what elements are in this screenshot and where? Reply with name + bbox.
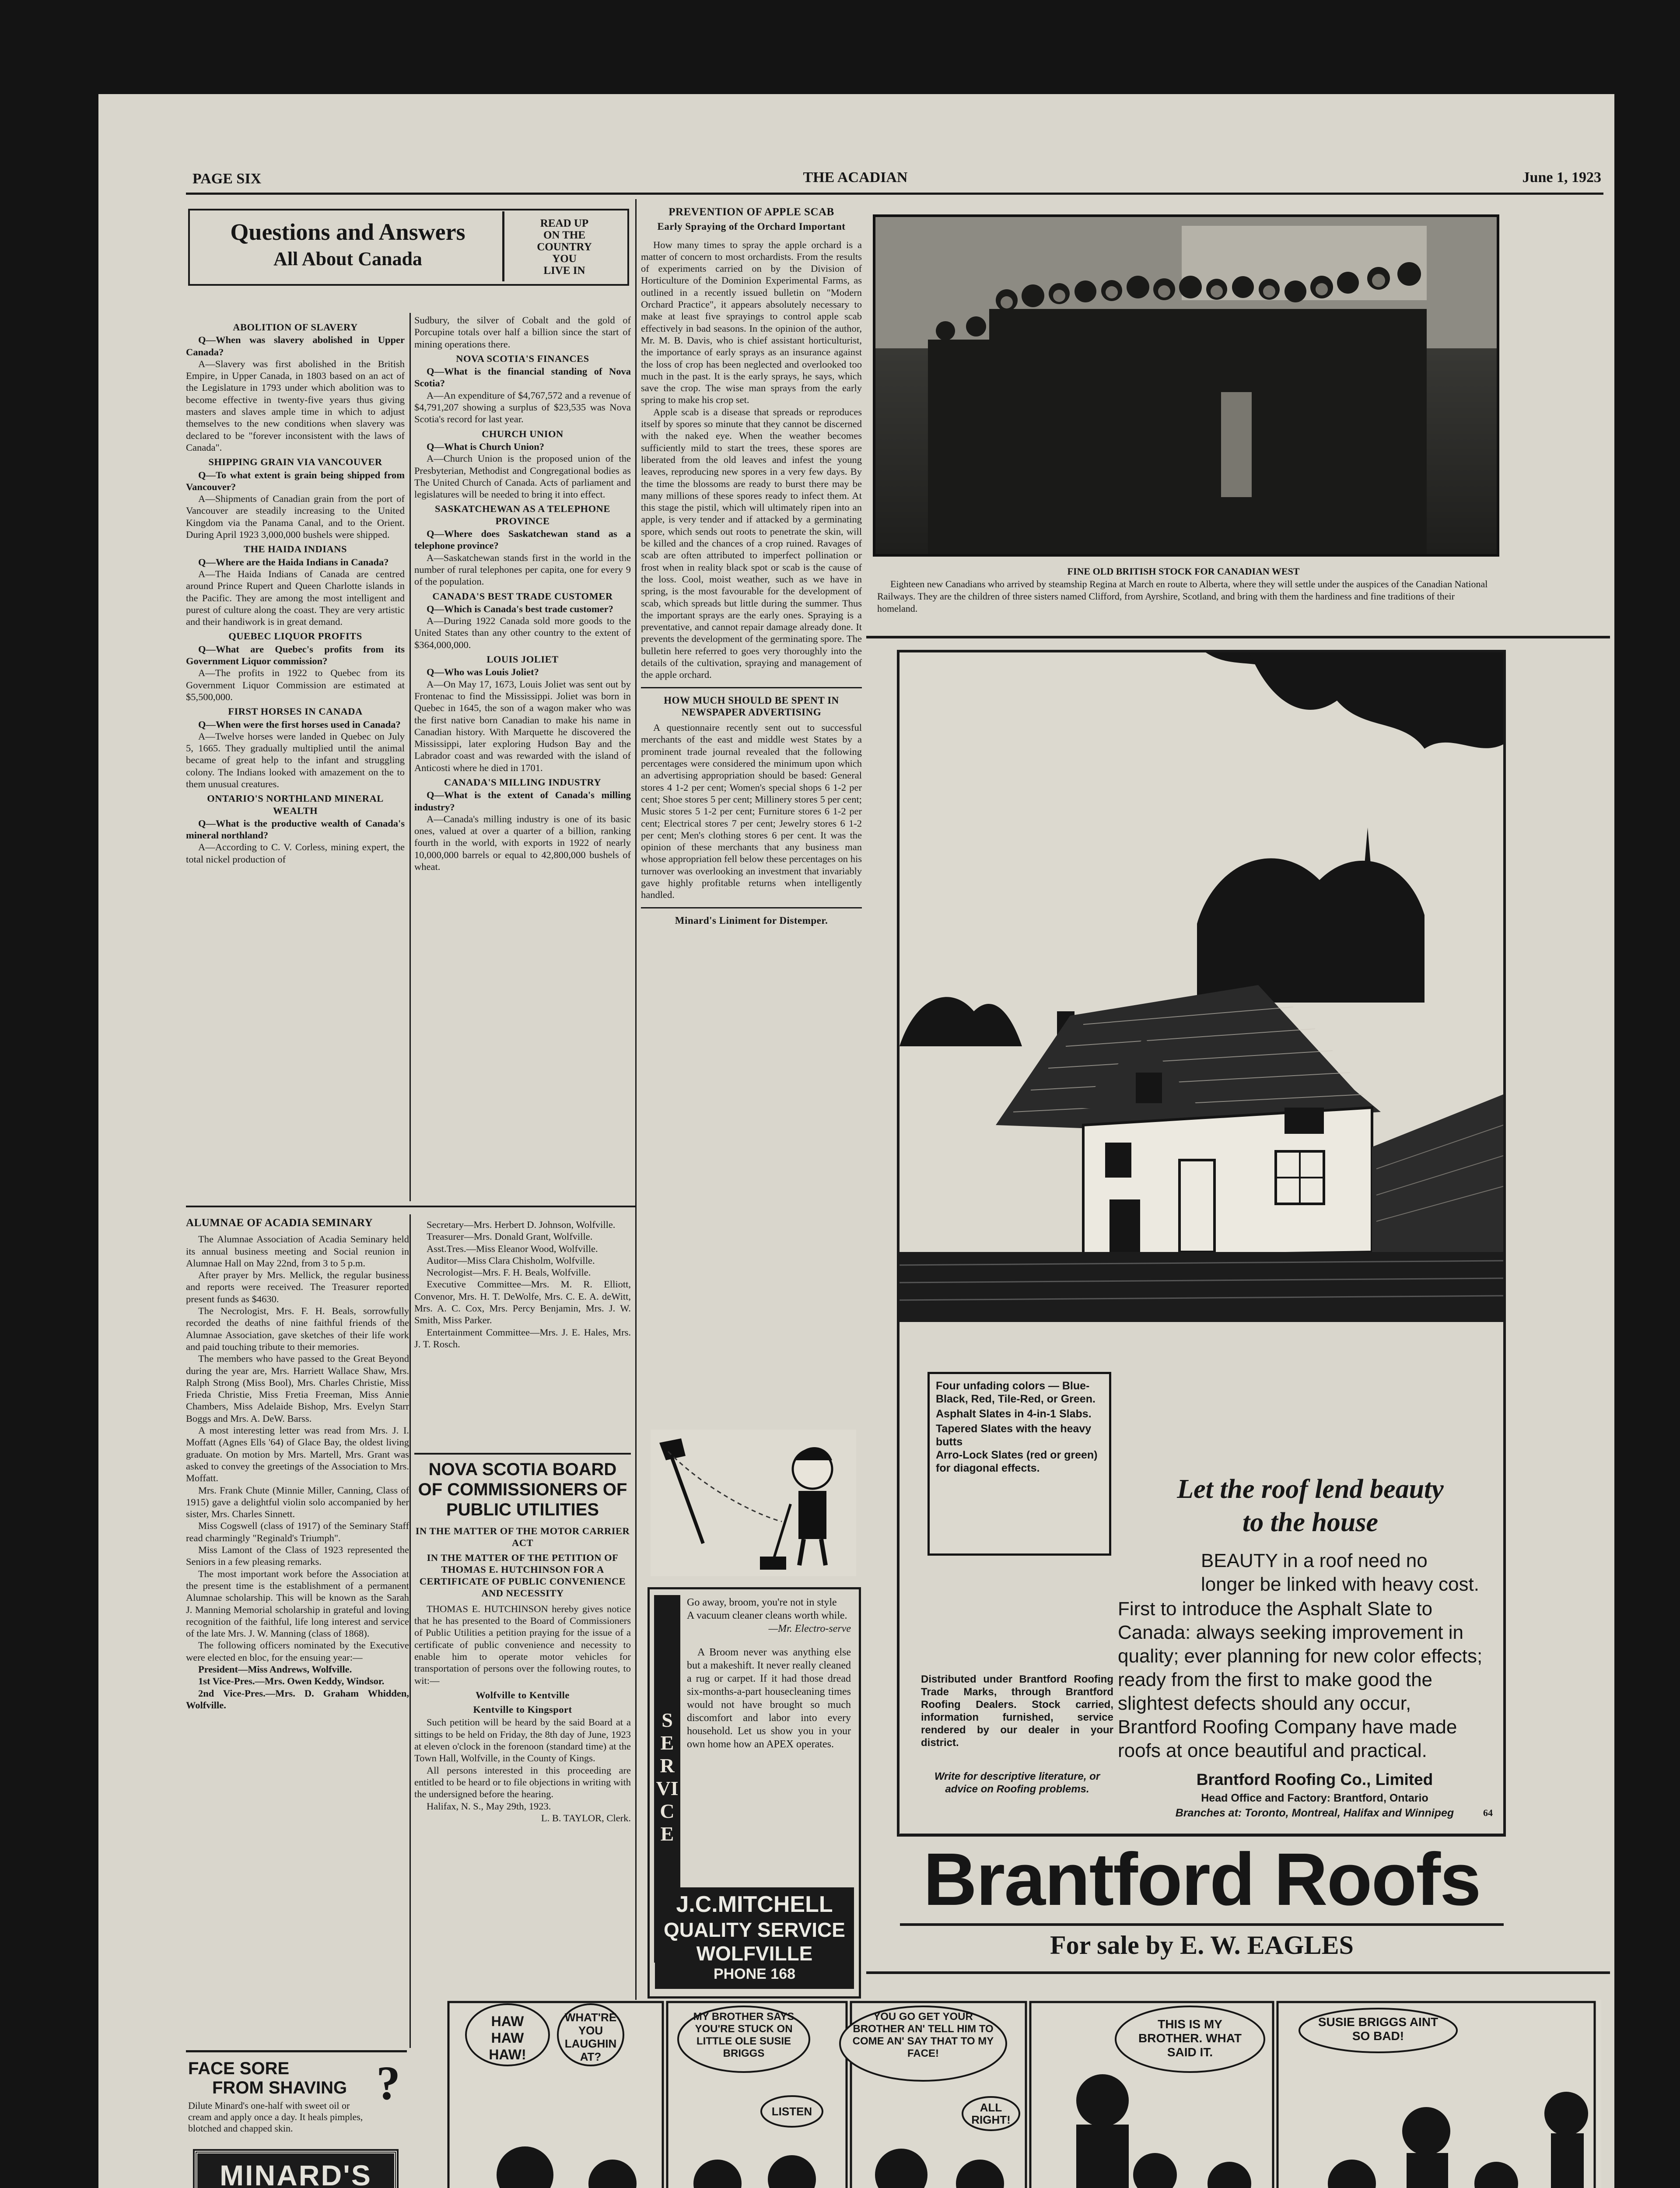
qa-answer: A—Twelve horses were landed in Quebec on July 5, 1665. They gradually multiplied until the animal became of great help to the infant and struggling colony. The Indians looked with amazement on the to them unusual creatures. xyxy=(186,730,405,789)
roof-distributed: Distributed under Brantford Roofing Trade Marks, through Brantford Roofing Dealers. Stock carried, information furnished, service rendered by our dealer in your district. xyxy=(921,1673,1113,1749)
qa-question: Q—What is the extent of Canada's milling industry? xyxy=(414,789,631,813)
section-rule xyxy=(186,2050,407,2052)
colors-item: Four unfading colors — Blue-Black, Red, Tile-Red, or Green. xyxy=(936,1380,1096,1405)
apple-paragraph: How many times to spray the apple orchard is a matter of concern to most orchardists. From the results of experiments carried on by the Division of Horticulture of the Dominion Experimental Farms, as outlined in a recently issued bulletin on "Modern Orchard Practice", it appears absolutely necessary to make at least five sprayings to control apple scab effectively in bad seasons. In the opinion of the author, Mr. M. B. Davis, who is chief assistant horticulturist, the importance of early sprays as an insurance against the loss of crop has been neglected and overlooked too much in the past. It is the early sprays, he says, which save the crop. The wise man sprays from the early spring to make his crop set. xyxy=(641,239,862,406)
qa-answer: A—According to C. V. Corless, mining expert, the total nickel production of xyxy=(186,842,405,865)
roof-write: Write for descriptive literature, or advice on Roofing problems. xyxy=(934,1771,1100,1795)
mitchell-name: J.C.MITCHELL xyxy=(676,1892,833,1917)
nova-scotia-matter: IN THE MATTER OF THE MOTOR CARRIER ACT xyxy=(415,1525,630,1549)
alumnae-officer: Executive Committee—Mrs. M. R. Elliott, Convenor, Mrs. H. T. DeWolfe, Mrs. C. E. A. deWitt, Mrs. A. C. Cox, Mrs. Percy Benjamin, Mrs. J. W. Smith, Miss Parker. xyxy=(414,1279,631,1326)
qa-answer: A—Canada's milling industry is one of its basic ones, valued at over a quarter of a billion, ranking fourth in the world, with exports in 1922 of nearly 10,000,000 barrels or equal to 42,800,000 bushels of wheat. xyxy=(414,813,631,873)
qa-question: Q—What is Church Union? xyxy=(427,441,545,452)
roof-branches: Branches at: Toronto, Montreal, Halifax and Winnipeg xyxy=(1175,1807,1454,1819)
roof-headline-line: to the house xyxy=(1242,1508,1379,1537)
qa-answer: Sudbury, the silver of Cobalt and the gold of Porcupine totals over half a billion since the start of mining operations there. xyxy=(414,315,631,350)
roof-head-office: Head Office and Factory: Brantford, Ontario xyxy=(1201,1792,1428,1804)
nova-scotia-route: Wolfville to Kentville xyxy=(476,1689,570,1701)
qa-answer: A—Shipments of Canadian grain from the port of Vancouver are steadily increasing to the United Kingdom via the Panama Canal, and to the Orient. During April 1923 3,000,000 bushels were shipped. xyxy=(186,493,405,540)
brantford-roofs-logo: Brantford Roofs xyxy=(923,1838,1480,1921)
qa-subtitle: All About Canada xyxy=(273,248,422,270)
alumnae-officer: Secretary—Mrs. Herbert D. Johnson, Wolfville. xyxy=(427,1219,616,1230)
nova-scotia-sign: Halifax, N. S., May 29th, 1923. xyxy=(427,1800,551,1812)
qa-title: Questions and Answers xyxy=(230,219,466,245)
qa-heading: THE HAIDA INDIANS xyxy=(243,543,347,555)
qa-side-line: YOU xyxy=(552,253,577,265)
shaving-line: FACE SORE xyxy=(188,2059,290,2078)
shaving-line: FROM SHAVING xyxy=(212,2078,347,2097)
alumnae-officer: Necrologist—Mrs. F. H. Beals, Wolfville. xyxy=(427,1267,591,1278)
section-rule xyxy=(641,687,862,688)
comic-balloon: YOU GO GET YOUR BROTHER AN' TELL HIM TO COME AN' SAY THAT TO MY FACE! xyxy=(852,2011,994,2059)
shaving-text: Dilute Minard's one-half with sweet oil or cream and apply once a day. It heals pimples, blotched and chapped skin. xyxy=(188,2100,363,2134)
alumnae-officer: Auditor—Miss Clara Chisholm, Wolfville. xyxy=(427,1255,595,1266)
roof-body: First to introduce the Asphalt Slate to Canada: always seeking improvement in quality; ever planning for new color effects; ready from the first to make good the slightest defects should any occur, Brantford Roofing Company have made roofs at once beautiful and practical. xyxy=(1118,1598,1483,1761)
apple-paragraph: Apple scab is a disease that spreads or reproduces itself by spores so minute that they cannot be discerned with the naked eye. When the weather becomes sufficiently mild to start the trees, these spores are liberated from the old leaves and infest the young leaves, reproducing new spores in a very few days. By the time the blossoms are ready to burst there may be many millions of these spores ready to infect them. At this stage the pistil, which will ultimately ripen into an apple, is very tender and if attacked by a germinating spore, which sends out roots to penetrate the skin, will be killed and the chances of a crop ruined. Ravages of scab are often attributed to imperfect pollination or frost when in reality black spot or scab is the cause of the loss. Cool, moist weather, such as we have in spring, is the most favourable for the development of scab, which spreads but little during the summer. Thus the important sprays are the early ones. Spraying is a preventative, and cannot repair damage already done. It prevents the development of the germinating spore. The bulletin here referred to goes very thoroughly into the details of the cultivation, spraying and management of the apple orchard. xyxy=(641,406,862,680)
qa-heading: NOVA SCOTIA'S FINANCES xyxy=(456,353,589,364)
section-rule xyxy=(866,636,1610,638)
comic-balloon: SUSIE BRIGGS AINT SO BAD! xyxy=(1318,2015,1438,2043)
qa-question: Q—When were the first horses used in Canada? xyxy=(198,719,401,730)
mitchell-town: WOLFVILLE xyxy=(696,1942,813,1965)
qa-heading: CHURCH UNION xyxy=(482,428,564,439)
comic-balloon: LISTEN xyxy=(771,2105,812,2118)
mitchell-side-text: SERVICE xyxy=(656,1709,679,1845)
comic-balloon: HAW HAW HAW! xyxy=(489,2013,526,2062)
nova-scotia-title: NOVA SCOTIA BOARD OF COMMISSIONERS OF PUBLIC UTILITIES xyxy=(418,1460,627,1519)
qa-column-2 xyxy=(414,314,631,1200)
qa-side-line: READ UP xyxy=(540,217,589,229)
apple-subtitle: Early Spraying of the Orchard Important xyxy=(657,221,846,232)
alumnae-paragraph: Mrs. Frank Chute (Minnie Miller, Canning, Class of 1915) gave a delightful violin solo accompanied by her sister, Mrs. Charles Sinnett. xyxy=(186,1484,409,1520)
newspaper-page xyxy=(98,94,1614,2188)
alumnae-paragraph: The most important work before the Association at the present time is the establishment of a permanent Alumnae scholarship. This will be known as the Sarah J. Manning Memorial scholarship in grateful and loving recognition of the faithful, life long interest and service of the late Mrs. J. W. Manning (class of 1868). xyxy=(186,1568,409,1639)
qa-heading: ONTARIO'S NORTHLAND MINERAL WEALTH xyxy=(207,793,384,816)
qa-heading: SASKATCHEWAN AS A TELEPHONE PROVINCE xyxy=(435,503,610,526)
qa-heading: LOUIS JOLIET xyxy=(486,654,559,665)
qa-heading: CANADA'S BEST TRADE CUSTOMER xyxy=(432,590,613,602)
comic-balloon: MY BROTHER SAYS YOU'RE STUCK ON LITTLE OLE SUSIE BRIGGS xyxy=(693,2011,794,2059)
comic-strip xyxy=(446,2000,1601,2188)
alumnae-officer: Treasurer—Mrs. Donald Grant, Wolfville. xyxy=(427,1231,593,1242)
qa-answer: A—Saskatchewan stands first in the world in the number of rural telephones per capita, one for every 9 of the population. xyxy=(414,552,631,587)
issue-date: June 1, 1923 xyxy=(1522,169,1601,186)
roof-headline xyxy=(1135,1473,1485,1539)
page-label: PAGE SIX xyxy=(192,171,262,187)
qa-side-text xyxy=(508,217,621,277)
mitchell-poem-line: A vacuum cleaner cleans worth while. xyxy=(687,1610,847,1621)
section-rule xyxy=(866,1971,1610,1974)
roof-ad-code: 64 xyxy=(1483,1807,1493,1818)
apple-title: PREVENTION OF APPLE SCAB xyxy=(668,206,834,218)
paper-name: THE ACADIAN xyxy=(803,169,908,186)
alumnae-officer: Entertainment Committee—Mrs. J. E. Hales, Mrs. J. T. Rosch. xyxy=(414,1326,631,1350)
mitchell-text: A Broom never was anything else but a makeshift. It never really cleaned a rug or carpet. If it had those dread six-months-a-part housecleaning times would not have brought so much discomfort and labor into every household. Let us show you in your own home how an APEX operates. xyxy=(687,1647,851,1750)
qa-answer: A—An expenditure of $4,767,572 and a revenue of $4,791,207 showing a surplus of $23,535 was Nova Scotia's record for last year. xyxy=(414,389,631,425)
advertising-title: HOW MUCH SHOULD BE SPENT IN NEWSPAPER ADVERTISING xyxy=(664,694,839,718)
column-rule xyxy=(635,199,637,2188)
alumnae-paragraph: Miss Cogswell (class of 1917) of the Seminary Staff read charmingly "Reginald's Triumph". xyxy=(186,1520,409,1543)
minards-logo xyxy=(195,2151,397,2188)
qa-question: Q—Where are the Haida Indians in Canada? xyxy=(198,556,389,568)
alumnae-officer: Asst.Tres.—Miss Eleanor Wood, Wolfville. xyxy=(427,1243,598,1254)
comic-balloon: ALL RIGHT! xyxy=(971,2101,1011,2126)
mitchell-poem-sign: —Mr. Electro-serve xyxy=(768,1623,851,1634)
photo-caption: Eighteen new Canadians who arrived by steamship Regina at March en route to Alberta, where they will settle under the auspices of the Canadian National Railways. They are the children of three sisters named Clifford, from Ayrshire, Scotland, and bring with them the hardiness and fine traditions of their homeland. xyxy=(877,579,1488,614)
alumnae-officer: 1st Vice-Pres.—Mrs. Owen Keddy, Windsor. xyxy=(198,1676,385,1687)
qa-heading: SHIPPING GRAIN VIA VANCOUVER xyxy=(208,456,382,468)
mitchell-copy xyxy=(687,1596,851,1751)
question-mark: ? xyxy=(376,2056,400,2110)
qa-column-1 xyxy=(186,319,405,1200)
section-rule xyxy=(641,907,862,908)
section-rule xyxy=(414,1453,631,1455)
alumnae-paragraph: The Necrologist, Mrs. F. H. Beals, sorrowfully recorded the deaths of nine faithful friends of the Alumnae Association, gave sketches of their life work and paid touching tribute to their memories. xyxy=(186,1305,409,1352)
alumnae-column xyxy=(186,1214,409,2048)
roof-headline-line: Let the roof lend beauty xyxy=(1177,1474,1444,1504)
alumnae-officer: 2nd Vice-Pres.—Mrs. D. Graham Whidden, Wolfville. xyxy=(186,1687,409,1711)
advertising-text: A questionnaire recently sent out to successful merchants of the east and middle west States by a prominent trade journal revealed that the following percentages were considered the minimum upon which an advertising appropriation should be based: General stores 4 1-2 per cent; Women's special shops 6 1-2 per cent; Shoe stores 5 per cent; Millinery stores 5 per cent; Music stores 5 1-2 per cent; Furniture stores 6 1-2 per cent; Electrical stores 7 per cent; Jewelry stores 6 1-2 per cent; Men's clothing stores 6 per cent. It was the opinion of these merchants that any business man whose appropriation fell below these percentages on his turnover was overlooking an investment that invariably gave highly profitable returns when intelligently handled. xyxy=(641,722,862,901)
qa-question: Q—What are Quebec's profits from its Government Liquor commission? xyxy=(186,643,405,667)
qa-question: Q—Where does Saskatchewan stand as a telephone province? xyxy=(414,528,631,551)
qa-answer: A—During 1922 Canada sold more goods to the United States than any other country to the extent of $364,000,000. xyxy=(414,615,631,650)
qa-question: Q—When was slavery abolished in Upper Canada? xyxy=(186,334,405,358)
mitchell-poem-line: Go away, broom, you're not in style xyxy=(687,1597,837,1608)
qa-answer: A—Church Union is the proposed union of the Presbyterian, Methodist and Congregational bodies as The United Church of Canada. Acts of parliament and legislatures will be needed to bring it into effect. xyxy=(414,453,631,500)
nova-scotia-notice xyxy=(414,1459,631,2041)
minards-logo-top: MINARD'S xyxy=(220,2159,372,2188)
mitchell-tag: QUALITY SERVICE xyxy=(664,1918,845,1941)
qa-heading: CANADA'S MILLING INDUSTRY xyxy=(444,776,602,788)
alumnae-officer: President—Miss Andrews, Wolfville. xyxy=(198,1663,352,1675)
qa-answer: A—The Haida Indians of Canada are centred around Prince Rupert and Queen Charlotte islands in the Pacific. They are among the most intelligent and purest of culture along the coast. They are very artistic and their handiwork is in great demand. xyxy=(186,568,405,628)
qa-heading: FIRST HORSES IN CANADA xyxy=(228,706,363,717)
colors-box xyxy=(928,1372,1111,1556)
mitchell-phone: PHONE 168 xyxy=(713,1966,796,1982)
mitchell-name-block xyxy=(655,1887,854,1989)
alumnae-paragraph: The Alumnae Association of Acadia Seminary held its annual business meeting and Social reunion in Alumnae Hall on May 22nd, from 3 to 5 p.m. xyxy=(186,1234,409,1269)
qa-heading: ABOLITION OF SLAVERY xyxy=(233,322,358,333)
qa-box-divider xyxy=(502,211,504,281)
column-rule xyxy=(410,1214,411,2048)
qa-side-line: COUNTRY xyxy=(537,241,592,253)
qa-question: Q—Who was Louis Joliet? xyxy=(427,666,539,678)
comic-balloon: WHAT'RE YOU LAUGHIN AT? xyxy=(564,2011,617,2063)
minards-distemper: Minard's Liniment for Distemper. xyxy=(675,915,828,926)
comic-balloon: THIS IS MY BROTHER. WHAT SAID IT. xyxy=(1138,2017,1242,2059)
photo-caption-title: FINE OLD BRITISH STOCK FOR CANADIAN WEST xyxy=(1067,566,1300,577)
qa-answer: A—Slavery was first abolished in the British Empire, in Upper Canada, in 1803 based on an act of the Legislature in 1793 under which abolition was to become effective in twenty-five years thus giving masters and slaves ample time in which to adjust themselves to the new conditions when slavery was declared to be "forever inconsistent with the laws of Canada". xyxy=(186,358,405,453)
house-illustration xyxy=(900,652,1503,1322)
alumnae-paragraph: The following officers nominated by the Executive were elected en bloc, for the ensuing year:— xyxy=(186,1640,409,1663)
alumnae-paragraph: Miss Lamont of the Class of 1923 represented the Seniors in a few pleasing remarks. xyxy=(186,1544,409,1567)
qa-question: Q—What is the productive wealth of Canada's mineral northland? xyxy=(186,817,405,841)
column-rule xyxy=(410,313,411,1201)
alumnae-officers xyxy=(414,1219,631,1446)
section-rule xyxy=(186,1206,636,1207)
roof-company: Brantford Roofing Co., Limited xyxy=(1196,1771,1433,1788)
nova-scotia-route: Kentville to Kingsport xyxy=(473,1704,572,1715)
qa-answer: A—On May 17, 1673, Louis Joliet was sent out by Frontenac to find the Mississippi. Joliet was born in Quebec in 1645, the son of a wagon maker who was the first native born Canadian to make his name in Canadian history. With Marquette he discovered the Mississippi, later exploring Hudson Bay and the Labrador coast and was rewarded with the island of Anticosti where he died in 1701. xyxy=(414,678,631,773)
qa-answer: A—The profits in 1922 to Quebec from its Government Liquor Commission are estimated at $5,500,000. xyxy=(186,667,405,702)
masthead-rule xyxy=(186,193,1603,195)
shaving-ad xyxy=(188,2056,402,2134)
alumnae-title: ALUMNAE OF ACADIA SEMINARY xyxy=(186,1217,373,1229)
alumnae-paragraph: A most interesting letter was read from Mrs. J. I. Moffatt (Agnes Ells '64) of Glace Bay, the oldest living graduate. On motion by Mrs. Martell, Mrs. Grant was asked to convey the greetings of the Association to Mrs. Moffatt. xyxy=(186,1425,409,1484)
colors-item: Arro-Lock Slates (red or green) for diagonal effects. xyxy=(936,1449,1098,1474)
for-sale-line: For sale by E. W. EAGLES xyxy=(1050,1931,1354,1960)
qa-side-line: ON THE xyxy=(543,229,586,241)
emigrants-photo xyxy=(873,214,1499,557)
nova-scotia-text: Such petition will be heard by the said Board at a sittings to be held on Friday, the 8th day of June, 1923 at eleven o'clock in the forenoon (standard time) at the Town Hall, Wolfville, in the County of Kings. xyxy=(414,1717,631,1764)
ad-rule xyxy=(900,1923,1504,1926)
roof-lead: BEAUTY in a roof need no longer be linked with heavy cost. xyxy=(1201,1550,1479,1595)
nova-scotia-text: THOMAS E. HUTCHINSON hereby gives notice that he has presented to the Board of Commissioners of Public Utilities a petition praying for the issue of a certificate of public convenience and necessity to enable him to operate motor vehicles for transportation of persons over the following routes, to wit:— xyxy=(414,1603,631,1686)
nova-scotia-text: All persons interested in this proceeding are entitled to be heard or to file objections in writing with the undersigned before the hearing. xyxy=(414,1764,631,1800)
apple-column xyxy=(641,203,862,1420)
qa-side-line: LIVE IN xyxy=(543,265,585,277)
colors-item: Asphalt Slates in 4-in-1 Slabs. xyxy=(936,1408,1092,1420)
qa-question: Q—To what extent is grain being shipped from Vancouver? xyxy=(186,469,405,492)
qa-question: Q—Which is Canada's best trade customer? xyxy=(427,603,613,614)
nova-scotia-clerk: L. B. TAYLOR, Clerk. xyxy=(541,1812,631,1823)
colors-item: Tapered Slates with the heavy butts xyxy=(936,1423,1092,1448)
alumnae-paragraph: After prayer by Mrs. Mellick, the regular business and reports were received. The Treasurer reported present funds as $4630. xyxy=(186,1269,409,1304)
qa-question: Q—What is the financial standing of Nova Scotia? xyxy=(414,366,631,389)
alumnae-paragraph: The members who have passed to the Great Beyond during the year are, Mrs. Harriett Wallace Shaw, Mrs. Ralph Strong (Miss Bool), Mrs. Charles Christie, Miss Frieda Christie, Miss Fretia Freeman, Miss Annie Chambers, Miss Adelaide Bishop, Mrs. Evelyn Starr Boggs and Mrs. A. DeW. Barss. xyxy=(186,1353,409,1424)
nova-scotia-petition: IN THE MATTER OF THE PETITION OF THOMAS E. HUTCHINSON FOR A CERTIFICATE OF PUBLIC CONVENIENCE AND NECESSITY xyxy=(419,1552,626,1599)
broom-cartoon xyxy=(651,1430,856,1576)
qa-heading: QUEBEC LIQUOR PROFITS xyxy=(228,631,362,642)
